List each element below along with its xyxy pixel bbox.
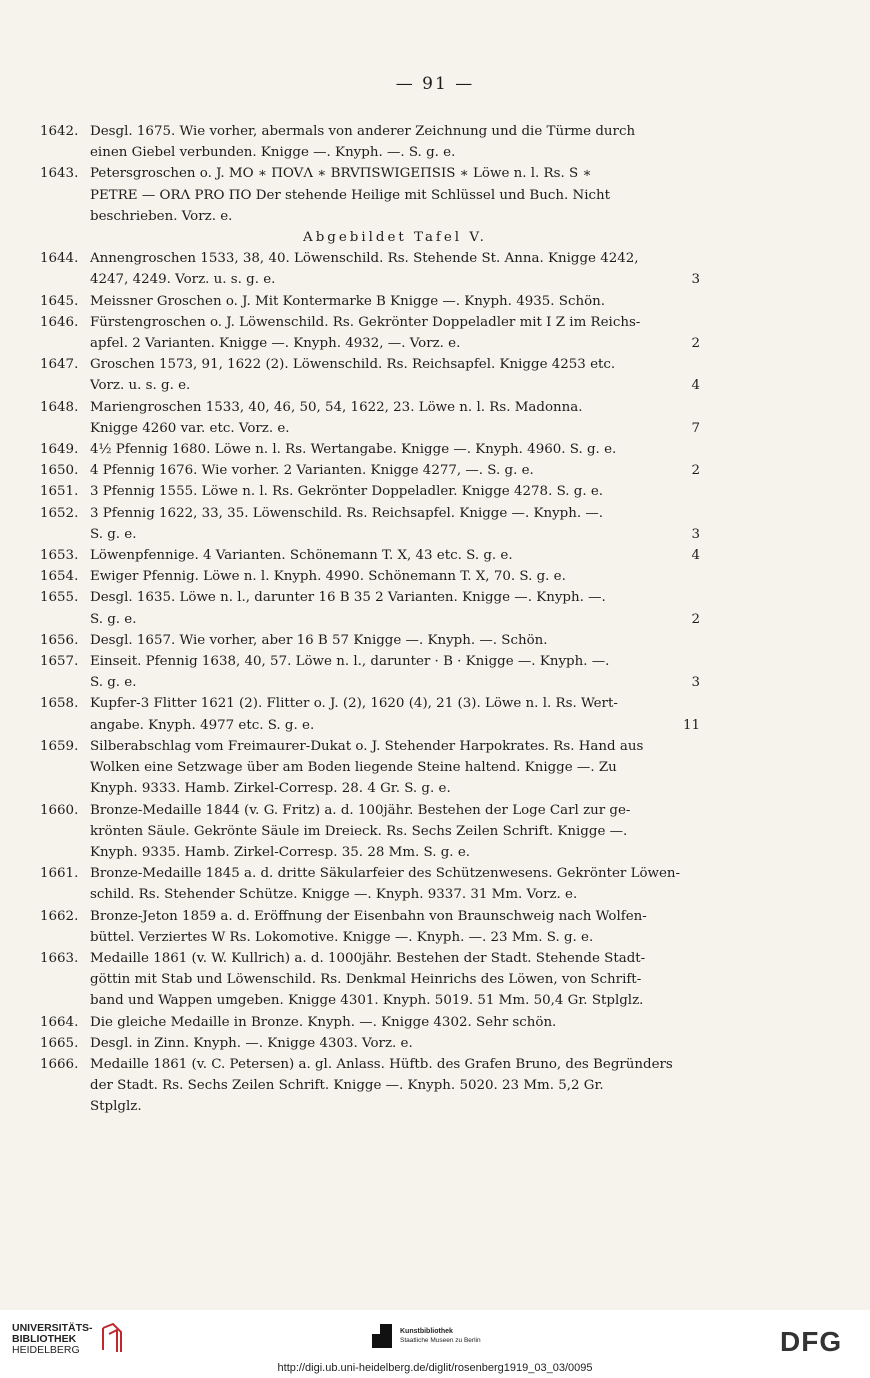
entry-number: 1660. — [40, 802, 79, 818]
entry-number: 1657. — [40, 654, 79, 670]
ub-line-2: BIBLIOTHEK — [12, 1332, 77, 1345]
entry-text-line: Silberabschlag vom Freimaurer-Dukat o. J. Stehender Harpokrates. Rs. Hand aus — [90, 738, 644, 754]
catalog-entry — [40, 312, 700, 354]
dfg-logo[interactable] — [780, 1328, 858, 1358]
entry-text-line: band und Wappen umgeben. Knigge 4301. Knyph. 5019. 51 Mm. 50,4 Gr. Stplglz. — [90, 993, 644, 1009]
catalog-entry — [40, 248, 700, 290]
entry-text-line: Die gleiche Medaille in Bronze. Knyph. —. Knigge 4302. Sehr schön. — [90, 1014, 557, 1030]
catalog-entry — [40, 630, 700, 651]
entry-number: 1656. — [40, 632, 79, 648]
entry-text-line: S. g. e. — [90, 611, 137, 627]
catalog-entry — [40, 736, 700, 800]
entry-text-line: Knigge 4260 var. etc. Vorz. e. — [90, 420, 290, 436]
entry-text-line: Einseit. Pfennig 1638, 40, 57. Löwe n. l., darunter · B · Knigge —. Knyph. —. — [90, 654, 610, 670]
entry-text-line: Wolken eine Setzwage über am Boden liegende Steine haltend. Knigge —. Zu — [90, 760, 617, 776]
entry-value: 11 — [682, 717, 700, 733]
ub-emblem-icon — [99, 1322, 125, 1356]
catalog-entry — [40, 545, 700, 566]
entry-text-line: 3 Pfennig 1622, 33, 35. Löwenschild. Rs. Reichsapfel. Knigge —. Knyph. —. — [90, 505, 604, 521]
catalog-entry — [40, 121, 700, 163]
entry-text-line: Desgl. 1657. Wie vorher, aber 16 B 57 Knigge —. Knyph. —. Schön. — [90, 632, 548, 648]
entry-text-line: Annengroschen 1533, 38, 40. Löwenschild. Rs. Stehende St. Anna. Knigge 4242, — [90, 251, 639, 267]
footer — [0, 1310, 870, 1378]
entry-value: 2 — [691, 336, 700, 352]
entry-text-line: Mariengroschen 1533, 40, 46, 50, 54, 1622, 23. Löwe n. l. Rs. Madonna. — [90, 399, 583, 415]
entry-number: 1644. — [40, 251, 79, 267]
entry-text-line: Bronze-Medaille 1844 (v. G. Fritz) a. d. 100jähr. Bestehen der Loge Carl zur ge- — [90, 802, 631, 818]
entry-value: 3 — [691, 526, 700, 542]
catalog-entry — [40, 800, 700, 864]
catalog-entry — [40, 397, 700, 439]
catalog-entry — [40, 948, 700, 1012]
ub-line-3: HEIDELBERG — [12, 1343, 80, 1356]
entry-text-line: Medaille 1861 (v. W. Kullrich) a. d. 1000jähr. Bestehen der Stadt. Stehende Stadt- — [90, 950, 646, 966]
kb-line-2: Staatliche Museen zu Berlin — [400, 1337, 481, 1344]
dfg-text: DFG — [780, 1328, 843, 1354]
ub-heidelberg-logo[interactable] — [12, 1322, 125, 1356]
entry-number: 1643. — [40, 166, 79, 182]
entry-text-line: Vorz. u. s. g. e. — [90, 378, 191, 394]
entry-text-line: beschrieben. Vorz. e. — [90, 208, 233, 224]
dfg-icon — [780, 1328, 858, 1354]
catalog-entry — [40, 481, 700, 502]
kunstbibliothek-icon — [372, 1324, 392, 1348]
entry-text-line: Knyph. 9335. Hamb. Zirkel-Corresp. 35. 28 Mm. S. g. e. — [90, 844, 471, 860]
entry-text-line: angabe. Knyph. 4977 etc. S. g. e. — [90, 717, 315, 733]
entry-number: 1651. — [40, 484, 79, 500]
entry-text-line: krönten Säule. Gekrönte Säule im Dreieck. Rs. Sechs Zeilen Schrift. Knigge —. — [90, 823, 628, 839]
permalink-url[interactable]: http://digi.ub.uni-heidelberg.de/diglit/rosenberg1919_03_03/0095 — [277, 1362, 593, 1374]
entry-text-line: einen Giebel verbunden. Knigge —. Knyph. —. S. g. e. — [90, 145, 456, 161]
entry-text-line: S. g. e. — [90, 675, 137, 691]
entry-number: 1650. — [40, 463, 79, 479]
entry-number: 1659. — [40, 738, 79, 754]
catalog-entry — [40, 566, 700, 587]
entry-text-line: büttel. Verziertes W Rs. Lokomotive. Knigge —. Knyph. —. 23 Mm. S. g. e. — [90, 929, 594, 945]
entry-number: 1663. — [40, 950, 79, 966]
catalog-entries — [40, 121, 700, 1118]
entry-number: 1658. — [40, 696, 79, 712]
catalog-entry — [40, 439, 700, 460]
catalog-entry — [40, 503, 700, 545]
catalog-entry — [40, 354, 700, 396]
entry-number: 1666. — [40, 1056, 79, 1072]
entry-value: 2 — [691, 611, 700, 627]
entry-number: 1661. — [40, 866, 79, 882]
entry-text-line: 3 Pfennig 1555. Löwe n. l. Rs. Gekrönter Doppeladler. Knigge 4278. S. g. e. — [90, 484, 604, 500]
entry-text-line: Petersgroschen o. J. MO ∗ ПOVΛ ∗ BRVПSWIGEПSIS ∗ Löwe n. l. Rs. S ∗ — [90, 166, 592, 182]
entry-number: 1655. — [40, 590, 79, 606]
catalog-entry — [40, 651, 700, 693]
catalog-entry — [40, 291, 700, 312]
entry-text-line: Desgl. 1675. Wie vorher, abermals von anderer Zeichnung und die Türme durch — [90, 124, 636, 139]
entry-text-line: Desgl. 1635. Löwe n. l., darunter 16 B 35 2 Varianten. Knigge —. Knyph. —. — [90, 590, 606, 606]
entry-text-line: Ewiger Pfennig. Löwe n. l. Knyph. 4990. Schönemann T. X, 70. S. g. e. — [90, 569, 566, 585]
entry-text-line: Löwenpfennige. 4 Varianten. Schönemann T. X, 43 etc. S. g. e. — [90, 548, 513, 564]
entry-value: 2 — [691, 463, 700, 479]
kunstbibliothek-logo[interactable] — [372, 1324, 481, 1348]
entry-text-line: göttin mit Stab und Löwenschild. Rs. Denkmal Heinrichs des Löwen, von Schrift- — [90, 972, 642, 988]
catalog-entry — [40, 693, 700, 735]
entry-text-line: PETRE — ORΛ PRO ПO Der stehende Heilige mit Schlüssel und Buch. Nicht — [90, 187, 611, 203]
entry-number: 1662. — [40, 908, 79, 924]
entry-value: 4 — [691, 378, 700, 394]
ub-line-1: UNIVERSITÄTS- — [12, 1321, 93, 1334]
catalog-entry — [40, 863, 700, 905]
entry-text-line: Bronze-Jeton 1859 a. d. Eröffnung der Eisenbahn von Braunschweig nach Wolfen- — [90, 908, 647, 924]
catalog-entry — [40, 1054, 700, 1118]
entry-number: 1653. — [40, 548, 79, 564]
entry-text-line: 4½ Pfennig 1680. Löwe n. l. Rs. Wertangabe. Knigge —. Knyph. 4960. S. g. e. — [90, 442, 617, 458]
catalog-entry — [40, 1012, 700, 1033]
entry-number: 1649. — [40, 442, 79, 458]
entry-text-line: 4247, 4249. Vorz. u. s. g. e. — [90, 272, 276, 288]
entry-text-line: Groschen 1573, 91, 1622 (2). Löwenschild. Rs. Reichsapfel. Knigge 4253 etc. — [90, 357, 616, 373]
entry-text-line: Kupfer-3 Flitter 1621 (2). Flitter o. J. (2), 1620 (4), 21 (3). Löwe n. l. Rs. Wert- — [90, 696, 618, 712]
entry-text-line: Desgl. in Zinn. Knyph. —. Knigge 4303. Vorz. e. — [90, 1035, 413, 1051]
plate-reference: Abgebildet Tafel V. — [303, 230, 487, 246]
entry-number: 1654. — [40, 569, 79, 585]
entry-text-line: S. g. e. — [90, 526, 137, 542]
entry-text-line: Bronze-Medaille 1845 a. d. dritte Säkularfeier des Schützenwesens. Gekrönter Löwen- — [90, 866, 681, 882]
catalog-entry — [40, 1033, 700, 1054]
catalog-entry — [40, 906, 700, 948]
page-number: — 91 — — [395, 74, 475, 94]
entry-value: 3 — [691, 675, 700, 691]
entry-number: 1665. — [40, 1035, 79, 1051]
entry-text-line: Medaille 1861 (v. C. Petersen) a. gl. Anlass. Hüftb. des Grafen Bruno, des Begründers — [90, 1056, 673, 1072]
entry-text-line: Stplglz. — [90, 1099, 142, 1115]
entry-text-line: schild. Rs. Stehender Schütze. Knigge —. Knyph. 9337. 31 Mm. Vorz. e. — [90, 887, 578, 903]
entry-text-line: Fürstengroschen o. J. Löwenschild. Rs. Gekrönter Doppeladler mit I Z im Reichs- — [90, 314, 641, 330]
entry-text-line: der Stadt. Rs. Sechs Zeilen Schrift. Knigge —. Knyph. 5020. 23 Mm. 5,2 Gr. — [90, 1078, 604, 1094]
entry-text-line: apfel. 2 Varianten. Knigge —. Knyph. 4932, —. Vorz. e. — [90, 336, 461, 352]
entry-number: 1642. — [40, 124, 79, 139]
entry-number: 1648. — [40, 399, 79, 415]
catalog-entry — [40, 460, 700, 481]
kb-line-1: Kunstbibliothek — [400, 1328, 453, 1335]
entry-number: 1645. — [40, 293, 79, 309]
entry-number: 1646. — [40, 314, 79, 330]
catalog-entry — [40, 587, 700, 629]
entry-text-line: Meissner Groschen o. J. Mit Kontermarke B Knigge —. Knyph. 4935. Schön. — [90, 293, 606, 309]
entry-number: 1647. — [40, 357, 79, 373]
entry-value: 3 — [691, 272, 700, 288]
entry-value: 7 — [691, 420, 700, 436]
entry-number: 1652. — [40, 505, 79, 521]
entry-text-line: 4 Pfennig 1676. Wie vorher. 2 Varianten. Knigge 4277, —. S. g. e. — [90, 463, 534, 479]
entry-number: 1664. — [40, 1014, 79, 1030]
catalog-entry — [40, 163, 700, 248]
entry-text-line: Knyph. 9333. Hamb. Zirkel-Corresp. 28. 4 Gr. S. g. e. — [90, 781, 451, 797]
entry-value: 4 — [691, 548, 700, 564]
